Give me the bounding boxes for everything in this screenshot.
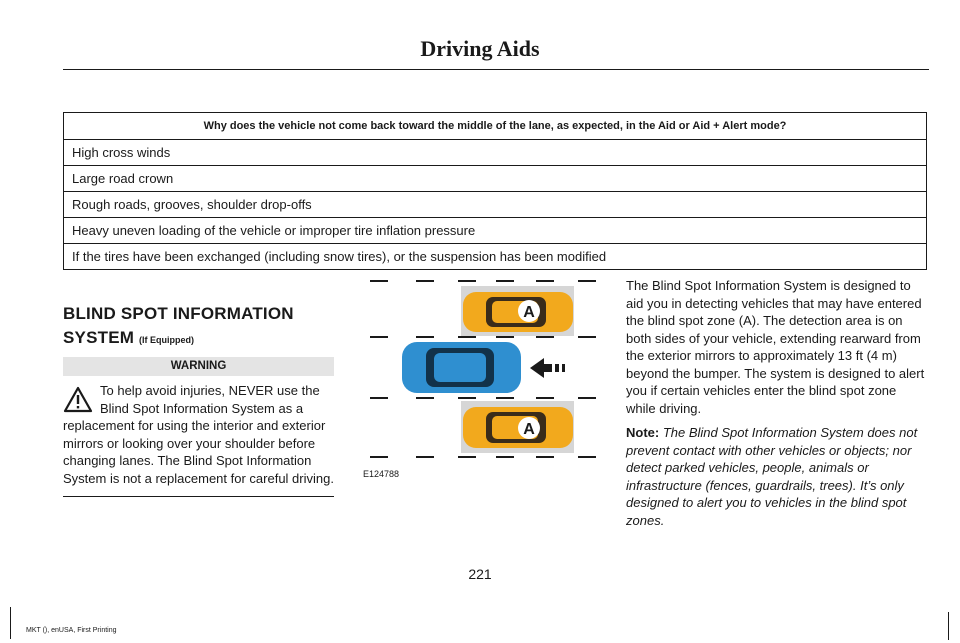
blind-spot-diagram bbox=[368, 276, 608, 466]
section-title-line2: SYSTEM bbox=[63, 328, 135, 347]
warning-text: To help avoid injuries, NEVER use the Blind Spot Information System as a replacement for using the interior and exterior mirrors or looking over your shoulder before changing lanes. The Blind Spot Information System is not a replacement for careful driving. bbox=[63, 383, 334, 486]
note-paragraph bbox=[626, 424, 926, 529]
table-header: Why does the vehicle not come back toward the middle of the lane, as expected, in the Aid or Aid + Alert mode? bbox=[64, 113, 926, 140]
table-row: Rough roads, grooves, shoulder drop-offs bbox=[64, 192, 926, 218]
edition-footer: MKT (), enUSA, First Printing bbox=[26, 627, 117, 634]
page-title: Driving Aids bbox=[420, 36, 540, 61]
header-rule bbox=[63, 69, 929, 70]
table-row: High cross winds bbox=[64, 140, 926, 166]
zone-label-text: A bbox=[523, 421, 535, 438]
note-label: Note: bbox=[626, 425, 660, 440]
section-qualifier: (If Equipped) bbox=[139, 335, 195, 345]
crop-mark-right bbox=[948, 612, 949, 640]
host-vehicle bbox=[402, 342, 521, 393]
warning-text-block bbox=[63, 382, 335, 487]
vehicle-top bbox=[463, 292, 573, 332]
table-row: If the tires have been exchanged (including snow tires), or the suspension has been modified bbox=[64, 244, 926, 270]
note-text: The Blind Spot Information System does not prevent contact with other vehicles or objects; nor detect parked vehicles, people, animals or infrastructure (fences, guardrails, trees). It’s only designed to alert you to vehicles in the blind spot zones. bbox=[626, 425, 918, 528]
page-number: 221 bbox=[468, 566, 492, 582]
troubleshooting-table bbox=[63, 112, 927, 270]
figure-id: E124788 bbox=[363, 469, 400, 479]
crop-mark-left bbox=[10, 607, 11, 639]
zone-label-text: A bbox=[523, 304, 535, 321]
zone-label-bottom bbox=[518, 417, 540, 439]
vehicle-bottom bbox=[463, 407, 573, 448]
direction-arrow-icon bbox=[530, 358, 565, 378]
zone-label-top bbox=[518, 300, 540, 322]
description-paragraph: The Blind Spot Information System is designed to aid you in detecting vehicles that may have entered the blind spot zone (A). The detection area is on both sides of your vehicle, extending rearward from the exterior mirrors to approximately 13 ft (4 m) beyond the bumper. The system is designed to alert you if certain vehicles enter the blind spot zone while driving. bbox=[626, 278, 925, 416]
section-title-line1: BLIND SPOT INFORMATION bbox=[63, 304, 294, 323]
warning-rule bbox=[63, 496, 334, 497]
table-row: Large road crown bbox=[64, 166, 926, 192]
warning-heading: WARNING bbox=[63, 357, 334, 376]
section-heading bbox=[63, 302, 343, 352]
table-row: Heavy uneven loading of the vehicle or improper tire inflation pressure bbox=[64, 218, 926, 244]
